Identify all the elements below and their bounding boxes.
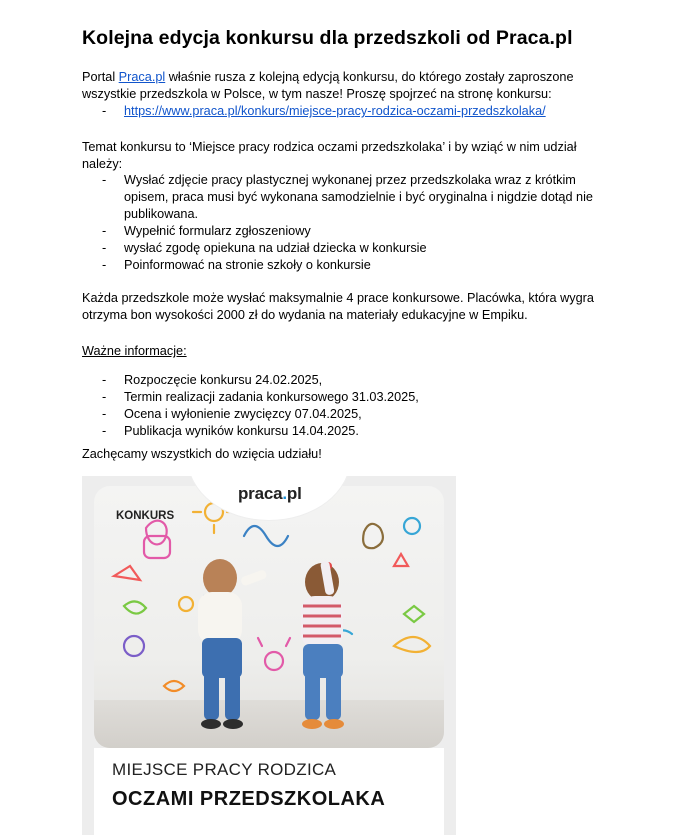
list-item [82,406,612,423]
praca-pl-logo: praca.pl [238,484,302,503]
dash-bullet: - [102,104,107,118]
list-item [82,423,612,440]
list-item [82,257,612,274]
list-item [82,103,612,120]
dash-bullet: - [102,224,107,238]
dash-bullet: - [102,424,107,438]
step-text: Poinformować na stronie szkoły o konkursie [124,258,371,272]
intro-text-before: Portal [82,70,119,84]
topic-paragraph: Temat konkursu to ‘Miejsce pracy rodzica oczami przedszkolaka’ i by wziąć w nim udział należy: [82,140,577,171]
closing-paragraph: Zachęcamy wszystkich do wzięcia udziału! [82,447,322,461]
url-list [82,103,612,120]
konkurs-label: KONKURS [116,510,175,522]
poster-photo [94,486,444,748]
prize-paragraph: Każda przedszkole może wysłać maksymalnie 4 prace konkursowe. Placówka, która wygra otrzyma bon wysokości 2000 zł do wydania na materiały edukacyjne w Empiku. [82,291,594,322]
dash-bullet: - [102,390,107,404]
date-text: Ocena i wyłonienie zwycięzcy 07.04.2025, [124,407,362,421]
date-text: Publikacja wyników konkursu 14.04.2025. [124,424,359,438]
important-heading: Ważne informacje: [82,344,187,358]
child-right [301,560,344,729]
dash-bullet: - [102,407,107,421]
list-item [82,389,612,406]
poster-caption [94,748,444,835]
children-drawing-scene [94,486,444,748]
dash-bullet: - [102,373,107,387]
intro-paragraph [82,69,602,103]
dash-bullet: - [102,173,107,187]
poster-caption-line-2: OCZAMI PRZEDSZKOLAKA [112,788,386,810]
step-text: Wypełnić formularz zgłoszeniowy [124,224,311,238]
document-title: Kolejna edycja konkursu dla przedszkoli od Praca.pl [82,27,573,49]
list-item [82,372,612,389]
contest-poster-image [82,476,456,835]
dates-list [82,372,612,440]
list-item [82,223,612,240]
child-left [198,559,268,729]
contest-url-link[interactable]: https://www.praca.pl/konkurs/miejsce-pracy-rodzica-oczami-przedszkolaka/ [124,104,546,118]
list-item [82,240,612,257]
dash-bullet: - [102,241,107,255]
steps-list [82,172,612,274]
step-text: Wysłać zdjęcie pracy plastycznej wykonanej przez przedszkolaka wraz z krótkim opisem, praca musi być wykonana samodzielnie i być oryginalna i nigdzie dotąd nie publikowana. [124,173,593,221]
list-item [82,172,612,223]
dash-bullet: - [102,258,107,272]
praca-pl-link[interactable]: Praca.pl [118,70,166,84]
date-text: Rozpoczęcie konkursu 24.02.2025, [124,373,323,387]
poster-caption-line-1: MIEJSCE PRACY RODZICA [112,760,337,779]
step-text: wysłać zgodę opiekuna na udział dziecka w konkursie [124,241,427,255]
intro-text-after: właśnie rusza z kolejną edycją konkursu, do którego zostały zaproszone wszystkie przedszkola w Polsce, w tym nasze! Proszę spojrzeć na stronę konkursu: [82,70,574,101]
date-text: Termin realizacji zadania konkursowego 31.03.2025, [124,390,419,404]
